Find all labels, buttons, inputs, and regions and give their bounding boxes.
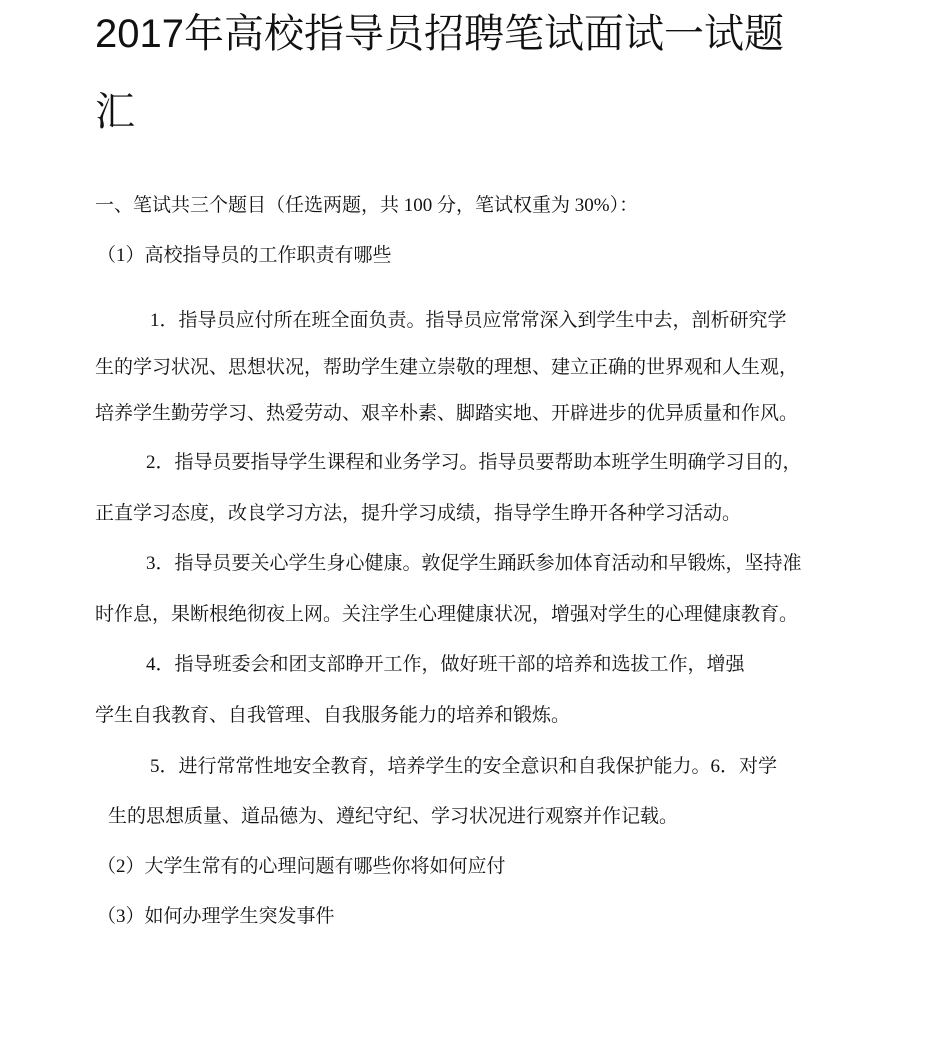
title-line-2: 汇 [95, 90, 135, 134]
answer-line: 正直学习态度，改良学习方法，提升学习成绩，指导学生睁开各种学习活动。 [95, 503, 742, 524]
answer-line: 生的学习状况、思想状况，帮助学生建立崇敬的理想、建立正确的世界观和人生观， [95, 357, 799, 378]
answer-line: 培养学生勤劳学习、热爱劳动、艰辛朴素、脚踏实地、开辟进步的优异质量和作风。 [95, 403, 799, 424]
answer-line: 3．指导员要关心学生身心健康。敦促学生踊跃参加体育活动和早锻炼，坚持准 [146, 553, 802, 574]
answer-line: 生的思想质量、道品德为、遵纪守纪、学习状况进行观察并作记载。 [108, 806, 679, 827]
question-3: （3）如何办理学生突发事件 [97, 906, 335, 927]
answer-line: 4．指导班委会和团支部睁开工作，做好班干部的培养和选拔工作，增强 [146, 654, 745, 675]
answer-line: 学生自我教育、自我管理、自我服务能力的培养和锻炼。 [95, 705, 571, 726]
section-heading: 一、笔试共三个题目（任选两题，共 100 分，笔试权重为 30%）： [95, 195, 639, 216]
answer-line: 2．指导员要指导学生课程和业务学习。指导员要帮助本班学生明确学习目的， [146, 452, 802, 473]
answer-line: 时作息，果断根绝彻夜上网。关注学生心理健康状况，增强对学生的心理健康教育。 [95, 604, 799, 625]
title-line-1: 2017年高校指导员招聘笔试面试一试题 [95, 12, 784, 56]
document-title [95, 10, 855, 136]
answer-line: 1．指导员应付所在班全面负责。指导员应常常深入到学生中去，剖析研究学 [150, 310, 787, 331]
question-2: （2）大学生常有的心理问题有哪些你将如何应付 [97, 856, 506, 877]
question-1: （1）高校指导员的工作职责有哪些 [97, 245, 392, 266]
answer-line: 5．进行常常性地安全教育，培养学生的安全意识和自我保护能力。6．对学 [150, 756, 778, 777]
